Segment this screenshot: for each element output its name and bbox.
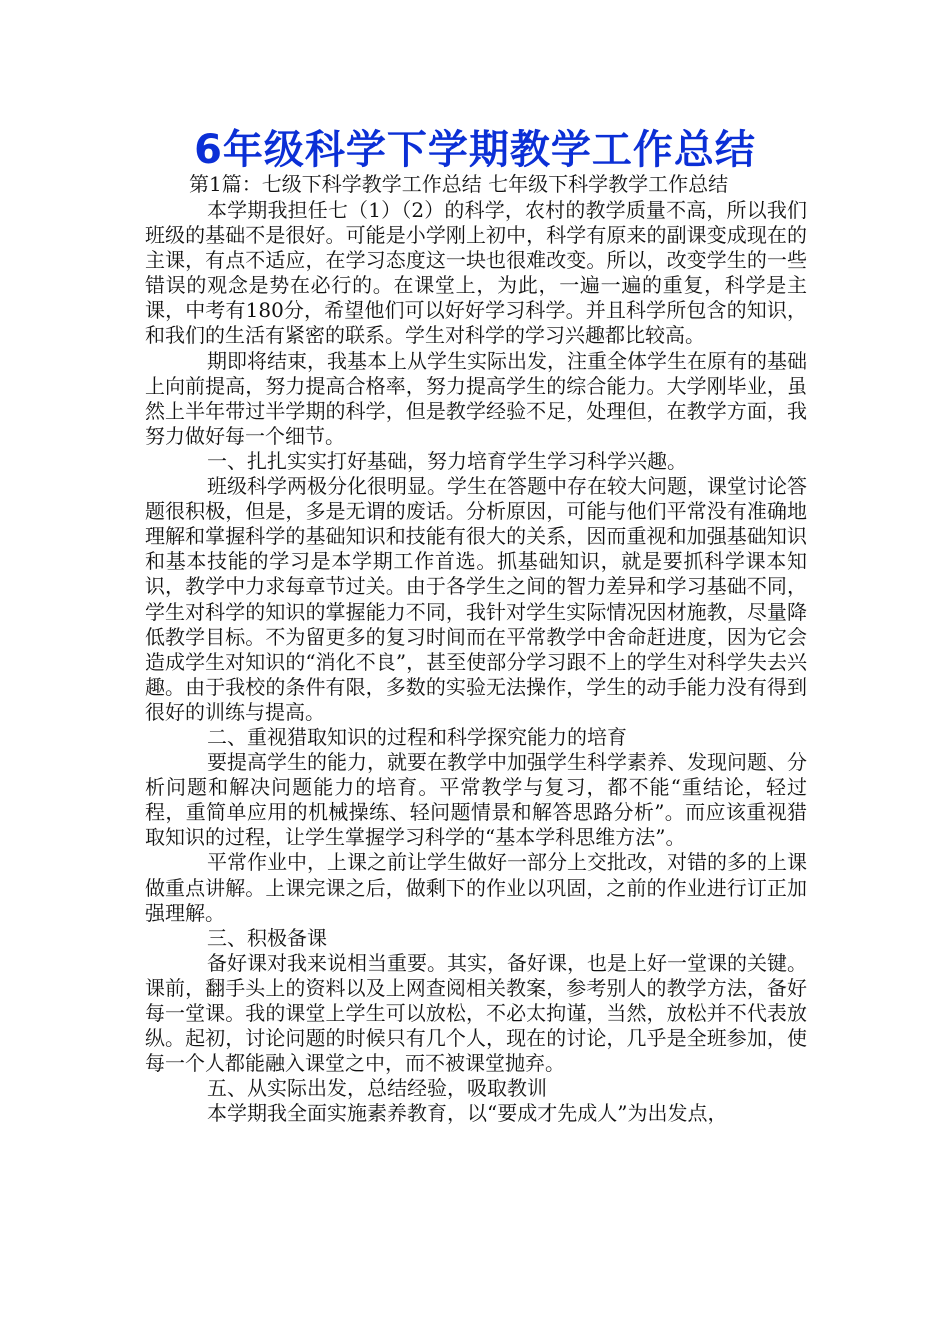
section-heading: 五、从实际出发，总结经验，吸取教训 bbox=[207, 1076, 547, 1101]
paragraph: 平常作业中，上课之前让学生做好一部分上交批改，对错的多的上课做重点讲解。上课完课之后，做剩下的作业以巩固，之前的作业进行订正加强理解。 bbox=[145, 850, 807, 925]
paragraph: 期即将结束，我基本上从学生实际出发，注重全体学生在原有的基础上向前提高，努力提高合格率，努力提高学生的综合能力。大学刚毕业，虽然上半年带过半学期的科学，但是教学经验不足，处理但，在教学方面，我努力做好每一个细节。 bbox=[145, 348, 807, 448]
paragraph: 备好课对我来说相当重要。其实，备好课，也是上好一堂课的关键。课前，翻手头上的资料以及上网查阅相关教案，参考别人的教学方法，备好每一堂课。我的课堂上学生可以放松，不必太拘谨，当然，放松并不代表放纵。起初，讨论问题的时候只有几个人，现在的讨论，几乎是全班参加，使每一个人都能融入课堂之中，而不被课堂抛弃。 bbox=[145, 950, 807, 1076]
paragraph: 本学期我担任七（1）（2）的科学，农村的教学质量不高，所以我们班级的基础不是很好。可能是小学刚上初中，科学有原来的副课变成现在的主课，有点不适应，在学习态度这一块也很难改变。所以，改变学生的一些错误的观念是势在必行的。在课堂上，为此，一遍一遍的重复，科学是主课，中考有180分，希望他们可以好好学习科学。并且科学所包含的知识，和我们的生活有紧密的联系。学生对科学的学习兴趣都比较高。 bbox=[145, 198, 807, 348]
document-subtitle: 第1篇：七级下科学教学工作总结 七年级下科学教学工作总结 bbox=[189, 172, 729, 196]
paragraph: 班级科学两极分化很明显。学生在答题中存在较大问题，课堂讨论答题很积极，但是，多是无谓的废话。分析原因，可能与他们平常没有准确地理解和掌握科学的基础知识和技能有很大的关系，因而重视和加强基础知识和基本技能的学习是本学期工作首选。抓基础知识，就是要抓科学课本知识，教学中力求每章节过关。由于各学生之间的智力差异和学习基础不同，学生对科学的知识的掌握能力不同，我针对学生实际情况因材施教，尽量降低教学目标。不为留更多的复习时间而在平常教学中舍命赶进度，因为它会造成学生对知识的“消化不良”，甚至使部分学习跟不上的学生对科学失去兴趣。由于我校的条件有限，多数的实验无法操作，学生的动手能力没有得到很好的训练与提高。 bbox=[145, 474, 807, 724]
section-heading: 二、重视猎取知识的过程和科学探究能力的培育 bbox=[207, 724, 627, 749]
section-heading: 三、积极备课 bbox=[207, 925, 327, 950]
paragraph: 要提高学生的能力，就要在教学中加强学生科学素养、发现问题、分析问题和解决问题能力的培育。平常教学与复习，都不能“重结论，轻过程，重简单应用的机械操练、轻问题情景和解答思路分析”。而应该重视猎取知识的过程，让学生掌握学习科学的“基本学科思维方法”。 bbox=[145, 750, 807, 850]
document-title: 6年级科学下学期教学工作总结 bbox=[194, 127, 756, 173]
paragraph: 本学期我全面实施素养教育，以“要成才先成人”为出发点， bbox=[207, 1101, 728, 1126]
section-heading: 一、扎扎实实打好基础，努力培育学生学习科学兴趣。 bbox=[207, 448, 687, 473]
document-body bbox=[145, 198, 807, 1126]
